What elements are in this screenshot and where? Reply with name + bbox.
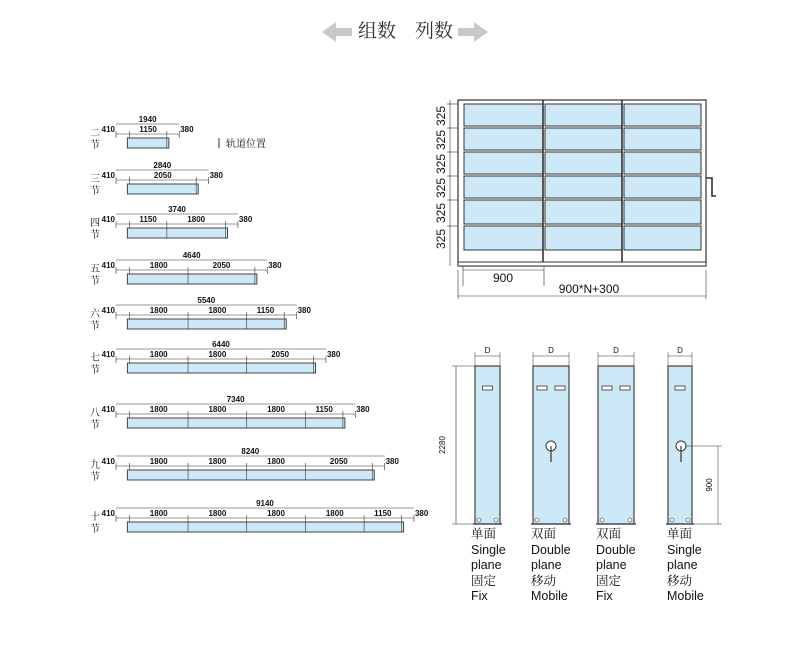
caption-cn2: 固定 [596,573,622,588]
section-label-char: 十 [90,512,100,523]
caption-en3: Mobile [667,589,704,603]
caption-0 [471,527,506,605]
section-body [127,274,257,284]
caption-1 [531,527,571,605]
section-total-label: 6440 [212,340,230,349]
section-3 [90,161,223,197]
front-shelf [464,176,543,198]
side-cabinet-0 [473,346,502,524]
label-slot-icon [620,386,630,390]
section-total-label: 2840 [153,161,172,170]
section-label-char: 节 [90,140,100,151]
section-part-label: 1800 [149,261,168,270]
handle-height-label: 900 [705,478,714,492]
front-shelf [624,200,701,224]
section-part-label: 2050 [212,261,231,270]
section-10 [90,499,429,535]
section-body [127,319,286,329]
section-part-label: 1150 [315,405,333,414]
wheel-icon [670,518,674,522]
front-shelf [545,104,622,126]
section-part-label: 2050 [271,350,290,359]
section-part-label: 1150 [256,306,275,315]
front-shelf [464,226,543,250]
section-label-char: 节 [90,276,100,287]
row-dim-label: 325 [434,129,448,151]
section-part-label: 1800 [187,215,206,224]
caption-en3: Fix [596,589,613,603]
section-total-label: 9140 [256,499,274,508]
section-part-label: 1800 [267,509,285,518]
section-body [127,184,198,194]
section-part-label: 380 [238,215,253,224]
front-view [434,100,716,299]
wheel-icon [563,518,567,522]
caption-en2: plane [471,558,502,572]
wheel-icon [628,518,632,522]
section-part-label: 2050 [329,457,348,466]
section-part-label: 410 [101,350,115,359]
caption-en3: Mobile [531,589,568,603]
front-shelf [545,200,622,224]
front-shelf [545,176,622,198]
section-part-label: 1800 [208,405,227,414]
crank-handle-icon [706,178,716,196]
section-part-label: 1800 [149,457,168,466]
depth-label: D [548,346,554,355]
label-slot-icon [483,386,493,390]
section-part-label: 1800 [149,350,168,359]
section-body [127,228,227,238]
row-dim-label: 325 [434,105,448,127]
section-total-label: 8240 [241,447,260,456]
row-dim-label: 325 [434,153,448,175]
section-part-label: 380 [180,125,194,134]
section-8 [90,395,370,431]
section-part-label: 1150 [374,509,392,518]
caption-3 [667,527,704,605]
front-shelf [624,176,701,198]
caption-en2: plane [667,558,698,572]
front-shelf [545,128,622,150]
label-slot-icon [555,386,565,390]
caption-cn2: 固定 [471,573,497,588]
section-label-char: 九 [90,460,100,471]
section-part-label: 1800 [149,509,168,518]
caption-cn2: 移动 [667,573,693,588]
section-9 [90,447,400,483]
front-shelf [545,226,622,250]
track-label: 轨道位置 [226,139,266,150]
section-body [127,418,345,428]
side-cabinet-3 [666,346,694,524]
section-body [127,363,315,373]
section-label-char: 节 [90,420,100,431]
section-body [127,470,374,480]
front-shelf [624,128,701,150]
header-left-text: 组数 [358,20,397,42]
caption-en3: Fix [471,589,488,603]
section-label-char: 节 [90,230,100,241]
section-total-label: 3740 [168,205,186,214]
section-part-label: 380 [356,405,370,414]
section-part-label: 1800 [325,509,344,518]
section-label-char: 二 [90,128,100,139]
wheel-icon [477,518,481,522]
section-part-label: 410 [101,509,115,518]
caption-cn1: 单面 [471,527,497,541]
section-label-char: 节 [90,472,100,483]
section-part-label: 410 [101,125,115,134]
header-right-text: 列数 [415,20,454,42]
row-dim-label: 325 [434,228,448,250]
section-4 [90,205,253,241]
section-total-label: 7340 [226,395,245,404]
section-5 [90,251,282,287]
front-shelf [464,128,543,150]
section-6 [90,296,312,332]
total-width-label: 900*N+300 [558,282,620,296]
section-total-label: 5540 [197,296,216,305]
section-part-label: 380 [385,457,399,466]
label-slot-icon [675,386,685,390]
section-body [127,138,168,148]
section-part-label: 380 [414,509,429,518]
section-part-label: 1800 [208,306,227,315]
section-part-label: 410 [101,171,115,180]
section-part-label: 1800 [149,306,168,315]
caption-en1: Double [596,542,636,557]
section-label-char: 六 [90,309,100,320]
section-part-label: 410 [101,261,115,270]
section-part-label: 1800 [267,405,285,414]
caption-cn2: 移动 [531,573,557,588]
caption-en2: plane [596,558,627,572]
section-label-char: 节 [90,524,100,535]
wheel-icon [535,518,539,522]
caption-en1: Single [471,542,506,557]
front-shelf [624,104,701,126]
row-dim-label: 325 [434,202,448,224]
front-shelf [464,200,543,224]
front-shelf [624,152,701,174]
caption-en1: Double [531,542,571,557]
section-total-label: 1940 [138,115,157,124]
front-base [458,262,706,266]
section-part-label: 1800 [149,405,168,414]
section-part-label: 1150 [139,215,157,224]
section-part-label: 380 [268,261,282,270]
front-shelf [545,152,622,174]
section-part-label: 1800 [208,350,227,359]
section-7 [90,340,341,376]
section-label-char: 七 [90,353,100,364]
row-dim-label: 325 [434,177,448,199]
section-part-label: 410 [101,215,115,224]
section-part-label: 1800 [208,509,227,518]
section-body [127,522,403,532]
front-shelf [464,104,543,126]
section-label-char: 八 [90,408,100,419]
section-part-label: 2050 [153,171,172,180]
front-shelf [464,152,543,174]
caption-cn1: 单面 [667,527,693,541]
section-part-label: 410 [101,306,115,315]
section-label-char: 五 [90,264,100,275]
side-cabinet-2 [596,346,636,524]
caption-2 [596,527,636,605]
col-width-label: 900 [492,271,514,285]
section-label-char: 三 [90,174,100,185]
caption-en2: plane [531,558,562,572]
label-slot-icon [537,386,547,390]
caption-cn1: 双面 [531,527,557,541]
section-label-char: 节 [90,365,100,376]
section-part-label: 1800 [208,457,227,466]
caption-en1: Single [667,542,702,557]
wheel-icon [686,518,690,522]
depth-label: D [677,346,683,355]
depth-label: D [484,346,491,355]
section-part-label: 1800 [267,457,285,466]
section-2 [90,115,194,151]
caption-cn1: 双面 [596,527,622,541]
section-label-char: 节 [90,186,100,197]
label-slot-icon [602,386,612,390]
section-part-label: 1150 [139,125,157,134]
section-part-label: 380 [326,350,341,359]
depth-label: D [613,346,619,355]
wheel-icon [600,518,604,522]
height-label: 2280 [438,436,447,454]
section-part-label: 380 [297,306,311,315]
section-part-label: 380 [209,171,223,180]
side-cabinet-1 [531,346,571,524]
section-part-label: 410 [101,405,115,414]
wheel-icon [494,518,498,522]
section-total-label: 4640 [182,251,201,260]
section-label-char: 四 [90,218,100,229]
front-shelf [624,226,701,250]
section-part-label: 410 [101,457,115,466]
section-label-char: 节 [90,321,100,332]
